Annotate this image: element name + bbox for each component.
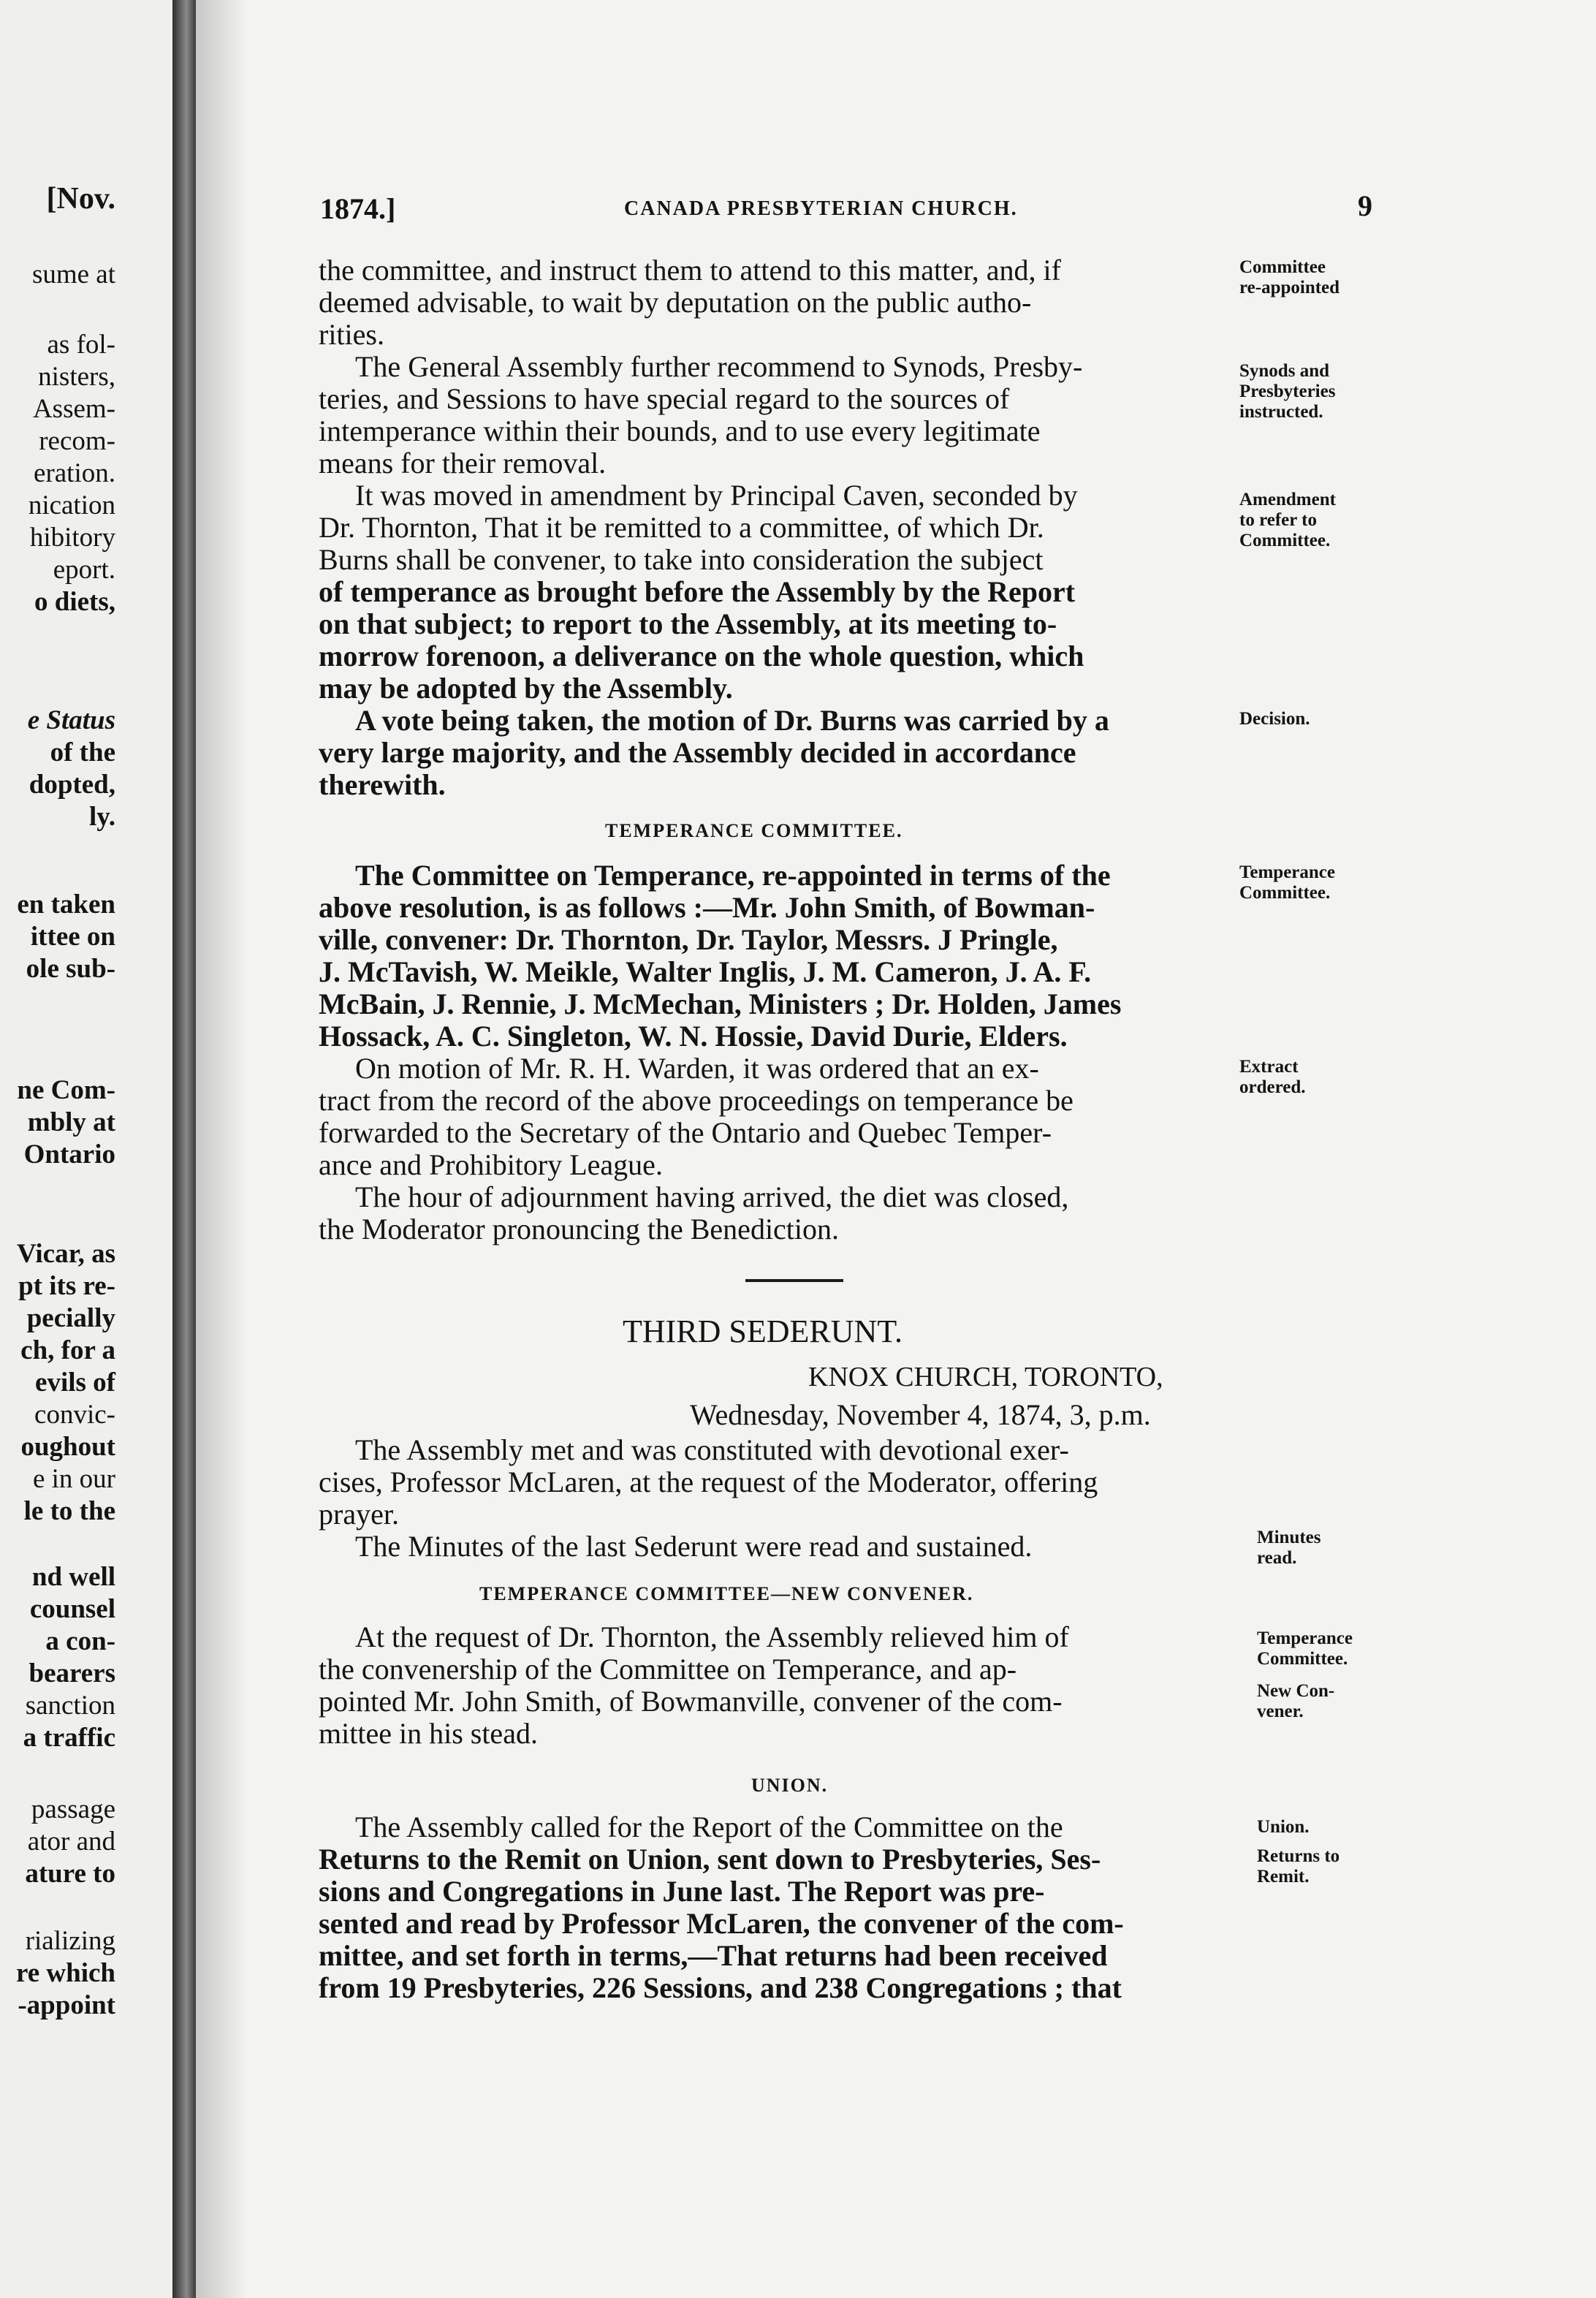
section-rule	[745, 1279, 843, 1282]
body-line: At the request of Dr. Thornton, the Assembly relieved him of	[355, 1620, 1069, 1653]
margin-note: Synods and	[1239, 361, 1329, 381]
body-line: prayer.	[319, 1498, 399, 1531]
body-line: mittee in his stead.	[319, 1717, 538, 1750]
facing-page-line: a con-	[45, 1626, 115, 1656]
margin-note: vener.	[1257, 1702, 1304, 1721]
body-line: It was moved in amendment by Principal Caven, seconded by	[355, 479, 1078, 512]
facing-page-line: e Status	[27, 705, 115, 735]
margin-note: Returns to	[1257, 1846, 1340, 1866]
body-line: McBain, J. Rennie, J. McMechan, Ministers ; Dr. Holden, James	[319, 987, 1122, 1020]
facing-page-line: a traffic	[23, 1723, 115, 1753]
body-line: The Committee on Temperance, re-appointed in terms of the	[355, 859, 1111, 892]
facing-page-line: ly.	[89, 802, 115, 832]
facing-page-line: [Nov.	[46, 182, 115, 216]
facing-page-line: dopted,	[28, 770, 115, 800]
margin-note: Decision.	[1239, 709, 1310, 729]
margin-note: Minutes	[1257, 1528, 1321, 1547]
body-line: means for their removal.	[319, 447, 607, 479]
section-heading: TEMPERANCE COMMITTEE—NEW CONVENER.	[479, 1583, 974, 1604]
facing-page-line: ole sub-	[26, 954, 115, 984]
page-number: 9	[1358, 189, 1372, 222]
body-line: sions and Congregations in June last. The Report was pre-	[319, 1875, 1045, 1908]
page-9	[196, 0, 1596, 2298]
margin-note: Remit.	[1257, 1867, 1310, 1886]
facing-page-line: mbly at	[27, 1107, 115, 1137]
body-line: teries, and Sessions to have special regard to the sources of	[319, 382, 1010, 415]
body-line: pointed Mr. John Smith, of Bowmanville, convener of the com-	[319, 1685, 1063, 1718]
facing-page-line: Vicar, as	[17, 1239, 115, 1269]
margin-note: re-appointed	[1239, 278, 1340, 297]
body-line: Returns to the Remit on Union, sent down to Presbyteries, Ses-	[319, 1843, 1101, 1876]
body-line: from 19 Presbyteries, 226 Sessions, and 238 Congregations ; that	[319, 1971, 1122, 2004]
margin-note: Committee.	[1257, 1649, 1348, 1669]
margin-note: Committee.	[1239, 883, 1331, 903]
margin-note: Committee	[1239, 257, 1326, 277]
facing-page-line: hibitory	[29, 523, 115, 553]
facing-page-line: pt its re-	[18, 1271, 115, 1301]
facing-page-line: as fol-	[47, 330, 115, 360]
body-line: the Moderator pronouncing the Benediction.	[319, 1213, 840, 1245]
body-line: therewith.	[319, 768, 446, 801]
body-line: The General Assembly further recommend to Synods, Presby-	[355, 350, 1083, 383]
facing-page-line: passage	[31, 1794, 115, 1824]
body-line: forwarded to the Secretary of the Ontario and Quebec Temper-	[319, 1116, 1052, 1149]
facing-page-line: nd well	[31, 1562, 115, 1592]
body-line: deemed advisable, to wait by deputation on the public autho-	[319, 286, 1032, 319]
body-line: The hour of adjournment having arrived, the diet was closed,	[355, 1180, 1069, 1213]
sederunt-heading: THIRD SEDERUNT.	[623, 1313, 902, 1349]
body-line: may be adopted by the Assembly.	[319, 672, 733, 705]
body-line: Dr. Thornton, That it be remitted to a committee, of which Dr.	[319, 511, 1044, 544]
margin-note: Temperance	[1257, 1628, 1353, 1648]
facing-page-line: sanction	[25, 1691, 115, 1721]
body-line: Hossack, A. C. Singleton, W. N. Hossie, David Durie, Elders.	[319, 1020, 1068, 1053]
facing-page-line: convic-	[34, 1400, 115, 1430]
body-line: J. McTavish, W. Meikle, Walter Inglis, J. M. Cameron, J. A. F.	[319, 955, 1092, 988]
body-line: rities.	[319, 318, 384, 351]
facing-page-line: sume at	[31, 259, 115, 289]
margin-note: Union.	[1257, 1817, 1310, 1837]
facing-page-fragment	[0, 0, 172, 2298]
body-line: The Assembly met and was constituted with devotional exer-	[355, 1433, 1069, 1466]
body-line: intemperance within their bounds, and to use every legitimate	[319, 414, 1041, 447]
facing-page-line: e in our	[32, 1464, 115, 1494]
body-line: above resolution, is as follows :—Mr. John Smith, of Bowman-	[319, 891, 1095, 924]
facing-page-line: recom-	[39, 426, 115, 456]
body-line: cises, Professor McLaren, at the request of the Moderator, offering	[319, 1465, 1098, 1498]
facing-page-line: eration.	[34, 458, 115, 488]
meeting-date: Wednesday, November 4, 1874, 3, p.m.	[690, 1398, 1151, 1431]
margin-note: ordered.	[1239, 1077, 1306, 1097]
body-line: Burns shall be convener, to take into consideration the subject	[319, 543, 1044, 576]
facing-page-line: Assem-	[32, 394, 115, 424]
book-gutter	[172, 0, 196, 2298]
facing-page-line: ch, for a	[20, 1335, 115, 1365]
facing-page-line: evils of	[35, 1368, 115, 1398]
body-line: A vote being taken, the motion of Dr. Burns was carried by a	[355, 704, 1109, 737]
facing-page-line: re which	[15, 1958, 115, 1988]
margin-note: Amendment	[1239, 490, 1336, 509]
body-line: morrow forenoon, a deliverance on the whole question, which	[319, 640, 1084, 672]
body-line: ance and Prohibitory League.	[319, 1148, 663, 1181]
body-line: The Minutes of the last Sederunt were read and sustained.	[355, 1530, 1033, 1563]
margin-note: instructed.	[1239, 402, 1323, 422]
margin-note: Extract	[1239, 1057, 1299, 1077]
facing-page-line: of the	[50, 737, 115, 767]
facing-page-line: nication	[28, 490, 115, 520]
body-line: ville, convener: Dr. Thornton, Dr. Taylor, Messrs. J Pringle,	[319, 923, 1058, 956]
section-heading: UNION.	[751, 1775, 829, 1796]
facing-page-line: bearers	[28, 1658, 115, 1688]
facing-page-line: ne Com-	[17, 1075, 115, 1105]
margin-note: New Con-	[1257, 1681, 1335, 1701]
facing-page-line: ator and	[27, 1827, 115, 1857]
margin-note: Committee.	[1239, 531, 1331, 550]
body-line: on that subject; to report to the Assembly, at its meeting to-	[319, 607, 1057, 640]
facing-page-line: -appoint	[18, 1990, 115, 2020]
facing-page-line: en taken	[17, 890, 115, 919]
body-line: mittee, and set forth in terms,—That returns had been received	[319, 1939, 1108, 1972]
facing-page-line: pecially	[26, 1303, 115, 1333]
section-heading: TEMPERANCE COMMITTEE.	[605, 820, 903, 841]
margin-note: Presbyteries	[1239, 382, 1336, 401]
margin-note: to refer to	[1239, 510, 1317, 530]
facing-page-line: o diets,	[34, 587, 115, 617]
facing-page-line: ature to	[25, 1859, 115, 1889]
facing-page-line: rializing	[25, 1926, 115, 1956]
meeting-place: KNOX CHURCH, TORONTO,	[808, 1362, 1163, 1392]
facing-page-line: Ontario	[23, 1139, 115, 1169]
facing-page-line: le to the	[23, 1496, 115, 1526]
facing-page-line: ittee on	[30, 922, 115, 952]
running-head-title: CANADA PRESBYTERIAN CHURCH.	[624, 197, 1018, 220]
body-line: The Assembly called for the Report of the Committee on the	[355, 1810, 1063, 1843]
facing-page-line: eport.	[53, 555, 115, 585]
body-line: very large majority, and the Assembly decided in accordance	[319, 736, 1076, 769]
facing-page-line: counsel	[29, 1594, 115, 1624]
body-line: the convenership of the Committee on Temperance, and ap-	[319, 1653, 1017, 1685]
margin-note: Temperance	[1239, 862, 1335, 882]
facing-page-line: nisters,	[38, 362, 115, 392]
body-line: sented and read by Professor McLaren, the convener of the com-	[319, 1907, 1124, 1940]
facing-page-line: oughout	[20, 1432, 115, 1462]
body-line: On motion of Mr. R. H. Warden, it was ordered that an ex-	[355, 1052, 1039, 1085]
margin-note: read.	[1257, 1548, 1297, 1568]
body-line: of temperance as brought before the Assembly by the Report	[319, 575, 1076, 608]
running-head-year: 1874.]	[320, 192, 396, 225]
body-line: the committee, and instruct them to attend to this matter, and, if	[319, 254, 1061, 287]
body-line: tract from the record of the above proceedings on temperance be	[319, 1084, 1074, 1117]
